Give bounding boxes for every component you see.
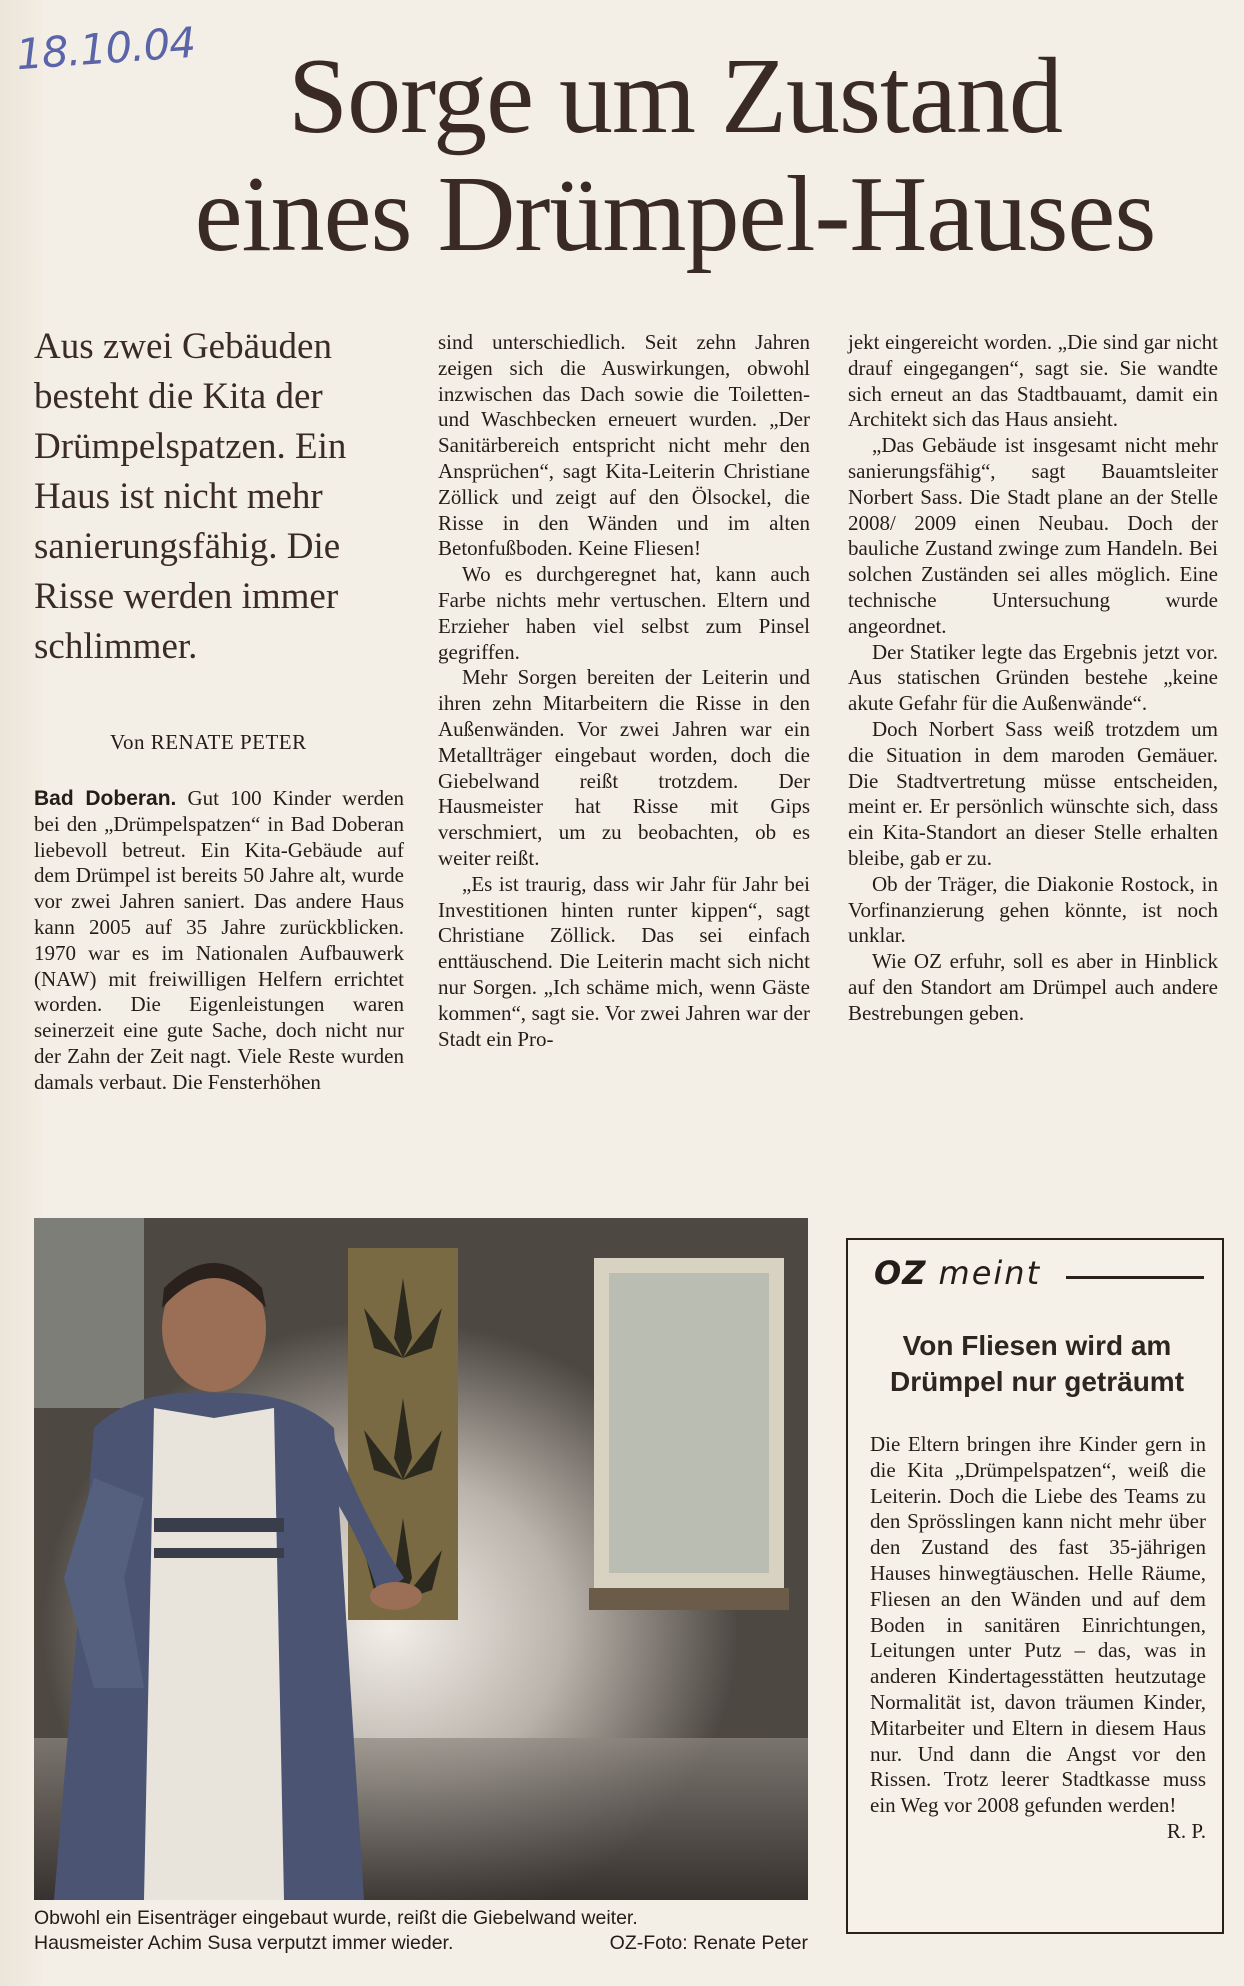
comment-text: Die Eltern bringen ihre Kinder gern in die Kita „Drümpelspatzen“, weiß die Leiterin. Doch die Liebe des Teams zu den Sprösslingen kann nicht mehr über den Zustand des fast 35-jährigen Hauses hinwegtäuschen. Helle Räume, Fliesen an den Wänden und auf dem Boden in sanitären Einrichtungen, Leitungen unter Putz – das, was in anderen Kindertagesstätten heutzutage Normalität ist, davon träumen Kinder, Mitarbeiter und Eltern in diesem Haus nur. Und dann die Angst vor den Rissen. Trotz leerer Stadtkasse muss ein Weg vor 2008 gefunden werden! [870,1432,1206,1818]
headline [130,38,1220,274]
caption-line-2 [34,1931,808,1956]
article-paragraph [34,786,404,1096]
article-column-2 [438,330,810,1052]
comment-body [870,1432,1206,1845]
article-paragraph: Wo es durchgeregnet hat, kann auch Farbe nichts mehr vertuschen. Eltern und Erzieher haben viel selbst zum Pinsel gegriffen. [438,562,810,664]
handwritten-date: 18.10.04 [14,17,197,80]
header-rule [1066,1276,1204,1279]
headline-line-2: eines Drümpel-Hauses [194,155,1156,274]
caption-line-1: Obwohl ein Eisenträger eingebaut wurde, reißt die Giebelwand weiter. [34,1907,638,1929]
article-text: Gut 100 Kinder werden bei den „Drümpelspatzen“ in Bad Doberan liebevoll betreut. Ein Kita-Gebäude auf dem Drümpel ist bereits 50 Jahre alt, wurde vor zwei Jahren saniert. Das andere Haus kann 2005 auf 35 Jahre zurückblicken. 1970 war es im Nationalen Aufbauwerk (NAW) mit freiwilligen Helfern errichtet worden. Die Eigenleistungen waren seinerzeit eine gute Sache, doch nicht nur der Zahn der Zeit nagt. Viele Reste wurden damals verbaut. Die Fensterhöhen [34,786,404,1094]
photo-credit: OZ-Foto: Renate Peter [609,1932,808,1954]
headline-line-1: Sorge um Zustand [288,37,1062,156]
comment-label: meint [938,1254,1042,1292]
article-paragraph: „Es ist traurig, dass wir Jahr für Jahr bei Investitionen hinten runter kippen“, sagt Christiane Zöllick. Das sei einfach enttäuschend. Die Leiterin macht sich nicht nur Sorgen. „Ich schäme mich, wenn Gäste kommen“, sagt sie. Vor zwei Jahren war der Stadt ein Pro- [438,871,810,1051]
article-paragraph: Wie OZ erfuhr, soll es aber in Hinblick auf den Standort am Drümpel auch andere Bestrebungen geben. [848,949,1218,1025]
photo-illustration [34,1218,808,1900]
dateline-place: Bad Doberan. [34,787,177,810]
comment-signature: R. P. [1166,1818,1206,1843]
article-paragraph: Mehr Sorgen bereiten der Leiterin und ihren zehn Mitarbeitern die Risse in den Außenwänden. Vor zwei Jahren war ein Metallträger eingebaut worden, doch die Giebelwand reißt trotzdem. Der Hausmeister hat Risse mit Gips verschmiert, um zu beobachten, ob es weiter reißt. [438,665,810,870]
article-column-3 [848,330,1218,1027]
comment-header [874,1254,1041,1292]
article-column-1 [34,786,404,1096]
comment-box [846,1238,1224,1934]
oz-logo: OZ [874,1254,927,1292]
caption-text: Hausmeister Achim Susa verputzt immer wieder. [34,1932,454,1954]
lead-paragraph: Aus zwei Gebäuden besteht die Kita der Drümpelspatzen. Ein Haus ist nicht mehr sanierungsfähig. Die Risse werden immer schlimmer. [34,326,347,667]
article-paragraph: jekt eingereicht worden. „Die sind gar nicht drauf eingegangen“, sagt sie. Sie wandte sich erneut an das Stadtbauamt, damit ein Architekt sich das Haus ansieht. [848,330,1218,432]
photo-caption [34,1906,808,1956]
article-photo [34,1218,808,1900]
article-paragraph: Ob der Träger, die Diakonie Rostock, in Vorfinanzierung gehen könnte, ist noch unklar. [848,871,1218,948]
byline: Von RENATE PETER [110,730,307,754]
article-paragraph: Doch Norbert Sass weiß trotzdem um die Situation in dem maroden Gemäuer. Die Stadtvertretung müsse entscheiden, meint er. Er persönlich wünschte sich, dass ein Kita-Standort an dieser Stelle erhalten bleibe, gab er zu. [848,716,1218,870]
article-paragraph: Der Statiker legte das Ergebnis jetzt vor. Aus statischen Gründen bestehe „keine akute Gefahr für die Außenwände“. [848,639,1218,716]
article-paragraph: sind unterschiedlich. Seit zehn Jahren zeigen sich die Auswirkungen, obwohl inzwischen das Dach sowie die Toiletten- und Waschbecken erneuert wurden. „Der Sanitärbereich entspricht nicht mehr den Ansprüchen“, sagt Kita-Leiterin Christiane Zöllick und zeigt auf den Ölsockel, die Risse in den Wänden und im alten Betonfußboden. Keine Fliesen! [438,330,810,561]
comment-title: Von Fliesen wird am Drümpel nur geträumt [889,1330,1185,1397]
article-paragraph: „Das Gebäude ist insgesamt nicht mehr sanierungsfähig“, sagt Bauamtsleiter Norbert Sass. Die Stadt plane an der Stelle 2008/ 2009 einen Neubau. Doch der bauliche Zustand zwinge zum Handeln. Bei solchen Zuständen sei alles möglich. Eine technische Untersuchung wurde angeordnet. [848,433,1218,638]
